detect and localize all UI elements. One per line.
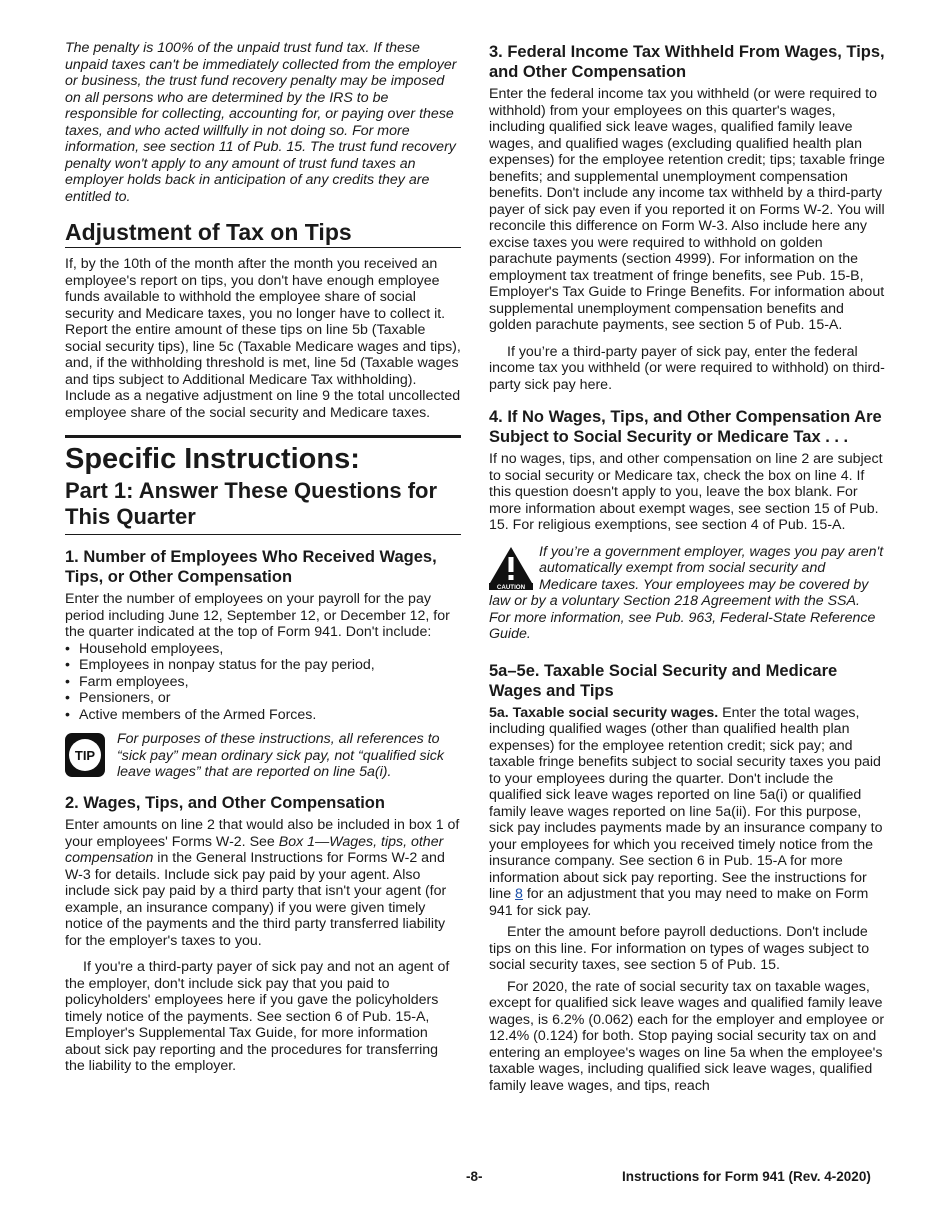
exclusion-list — [65, 641, 461, 724]
page-number: -8- — [466, 1169, 483, 1184]
list-item: • Farm employees, — [65, 674, 461, 691]
list-item: • Pensioners, or — [65, 690, 461, 707]
section2-heading: 2. Wages, Tips, and Other Compensation — [65, 794, 385, 812]
section3-heading: 3. Federal Income Tax Withheld From Wages, Tips, and Other Compensation — [489, 43, 885, 81]
part1-heading: Part 1: Answer These Questions for This Quarter — [65, 478, 461, 535]
caution-label: CAUTION — [496, 583, 526, 590]
tip-icon — [65, 733, 105, 777]
section2-paragraph-1 — [65, 817, 461, 949]
section5a-paragraph-1 — [489, 705, 885, 920]
tip-label: TIP — [69, 739, 101, 771]
document-title: Instructions for Form 941 (Rev. 4-2020) — [622, 1169, 871, 1184]
section3-paragraph-2: If you’re a third-party payer of sick pay, enter the federal income tax you withheld (or were required to withhold) on third-party sick pay here. — [489, 343, 885, 393]
list-item: • Employees in nonpay status for the pay period, — [65, 657, 461, 674]
section2-paragraph-2: If you're a third-party payer of sick pay and not an agent of the employer, don't include sick pay that you paid to policyholders' employees here if you gave the policyholders timely notice of the payments. See section 6 of Pub. 15-A, Employer's Supplemental Tax Guide, for more information about sick pay reporting and the procedures for transferring the liability to the employer. — [65, 959, 450, 1074]
section2-text-b: in the General Instructions for Forms W-2 and W-3 for details. Include sick pay paid by your agent. Also include sick pay paid by a third party that isn't your agent (for example, an insurance company) if you were given timely notice of the payments and the third party transferred liability for the employer's taxes to you. — [65, 850, 447, 949]
caution-text: If you’re a government employer, wages you pay aren't automatically exempt from social security and Medicare taxes. Your employees may be covered by law or by a voluntary Section 218 Agreement with the SSA. For more information, see Pub. 963, Federal-State Reference Guide. — [489, 543, 884, 642]
box1-reference: Box 1—Wages, tips, other compensation — [65, 833, 444, 866]
caution-icon — [489, 546, 533, 590]
section5a-text-a: Enter the total wages, including qualified wages (other than qualified health plan expenses) for the employee retention credit; sick pay; and taxable fringe benefits subject to social security taxes you paid to your employees during the quarter. Don't include the qualified sick leave wages reported on line 5a(i) or qualified family leave wages reported on line 5a(ii). For this purpose, sick pay includes payments made by an insurance company to your employees for which you received timely notice from the insurance company. See section 6 in Pub. 15-A for more information about sick pay reporting. See the instructions for line — [489, 704, 883, 902]
caution-note — [489, 544, 885, 643]
section4-paragraph: If no wages, tips, and other compensation on line 2 are subject to social security or Medicare tax, check the box on line 4. If this question doesn't apply to you, leave the box blank. For more information about exempt wages, see section 15 of Pub. 15. For religious exemptions, see section 4 of Pub. 15-A. — [489, 451, 883, 533]
right-column — [489, 40, 885, 1094]
left-column — [65, 40, 461, 1075]
section1-heading: 1. Number of Employees Who Received Wages, Tips, or Other Compensation — [65, 548, 437, 586]
adjustment-paragraph: If, by the 10th of the month after the month you received an employee's report on tips, you don't have enough employee funds available to withhold the employee share of social security and Medicare taxes, you no longer have to collect it. Report the entire amount of these tips on line 5b (Taxable social security tips), line 5c (Taxable Medicare wages and tips), and, if the withholding threshold is met, line 5d (Taxable wages and tips subject to Additional Medicare Tax withholding). Include as a negative adjustment on line 9 the total uncollected employee share of the social security and Medicare taxes. — [65, 256, 461, 421]
section3-paragraph-1: Enter the federal income tax you withheld (or were required to withhold) from your employees on this quarter's wages, including qualified sick leave wages, qualified family leave wages, and qualified wages (excluding qualified health plan expenses) for the employee retention credit; tips; taxable fringe benefits; and supplemental unemployment compensation benefits. Don't include any income tax withheld by a third-party payer of sick pay even if you reported it on Forms W-2. You will reconcile this difference on Form W-3. Also include here any excise taxes you were required to withhold on golden parachute payments (section 4999). For information on the employment tax treatment of fringe benefits, see Pub. 15-B, Employer's Tax Guide to Fringe Benefits. For information about supplemental unemployment compensation benefits and golden parachute payments, see section 5 of Pub. 15-A. — [489, 86, 885, 333]
specific-instructions-heading: Specific Instructions: — [65, 435, 461, 476]
tip-note — [65, 731, 461, 781]
list-item: • Active members of the Armed Forces. — [65, 707, 461, 724]
section1-paragraph: Enter the number of employees on your payroll for the pay period including June 12, September 12, or December 12, for the quarter indicated at the top of Form 941. Don't include: — [65, 591, 450, 640]
section5a-paragraph-2: Enter the amount before payroll deductions. Don't include tips on this line. For information on types of wages subject to social security taxes, see section 5 of Pub. 15. — [489, 924, 870, 973]
line-8-link[interactable]: 8 — [515, 886, 523, 902]
section5a-lead: 5a. Taxable social security wages. — [489, 704, 719, 721]
trust-fund-penalty-paragraph: The penalty is 100% of the unpaid trust fund tax. If these unpaid taxes can't be immediately collected from the employer or business, the trust fund recovery penalty may be imposed on all persons who are determined by the IRS to be responsible for collecting, accounting for, or paying over these taxes, and who acted willfully in not doing so. For more information, see section 11 of Pub. 15. The trust fund recovery penalty won't apply to any amount of trust fund taxes an employer holds back in anticipation of any credits they are entitled to. — [65, 40, 457, 205]
tip-text: For purposes of these instructions, all references to “sick pay” mean ordinary sick pay, not “qualified sick leave wages” that are reported on line 5a(i). — [117, 731, 444, 780]
section4-heading: 4. If No Wages, Tips, and Other Compensation Are Subject to Social Security or Medicare Tax . . . — [489, 408, 882, 446]
list-item: • Household employees, — [65, 641, 461, 658]
section2-text-a: Enter amounts on line 2 that would also be included in box 1 of your employees' Forms W-2. See — [65, 817, 460, 850]
section5-heading: 5a–5e. Taxable Social Security and Medicare Wages and Tips — [489, 661, 838, 700]
adjustment-heading: Adjustment of Tax on Tips — [65, 219, 461, 248]
section5a-paragraph-3: For 2020, the rate of social security tax on taxable wages, except for qualified sick leave wages and qualified family leave wages, is 6.2% (0.062) each for the employer and employee or 12.4% (0.124) for both. Stop paying social security tax on and entering an employee's wages on line 5a when the employee's taxable wages, including qualified sick leave wages, qualified family leave wages, and tips, reach — [489, 978, 885, 1094]
section5a-text-b: for an adjustment that you may need to make on Form 941 for sick pay. — [489, 886, 869, 919]
